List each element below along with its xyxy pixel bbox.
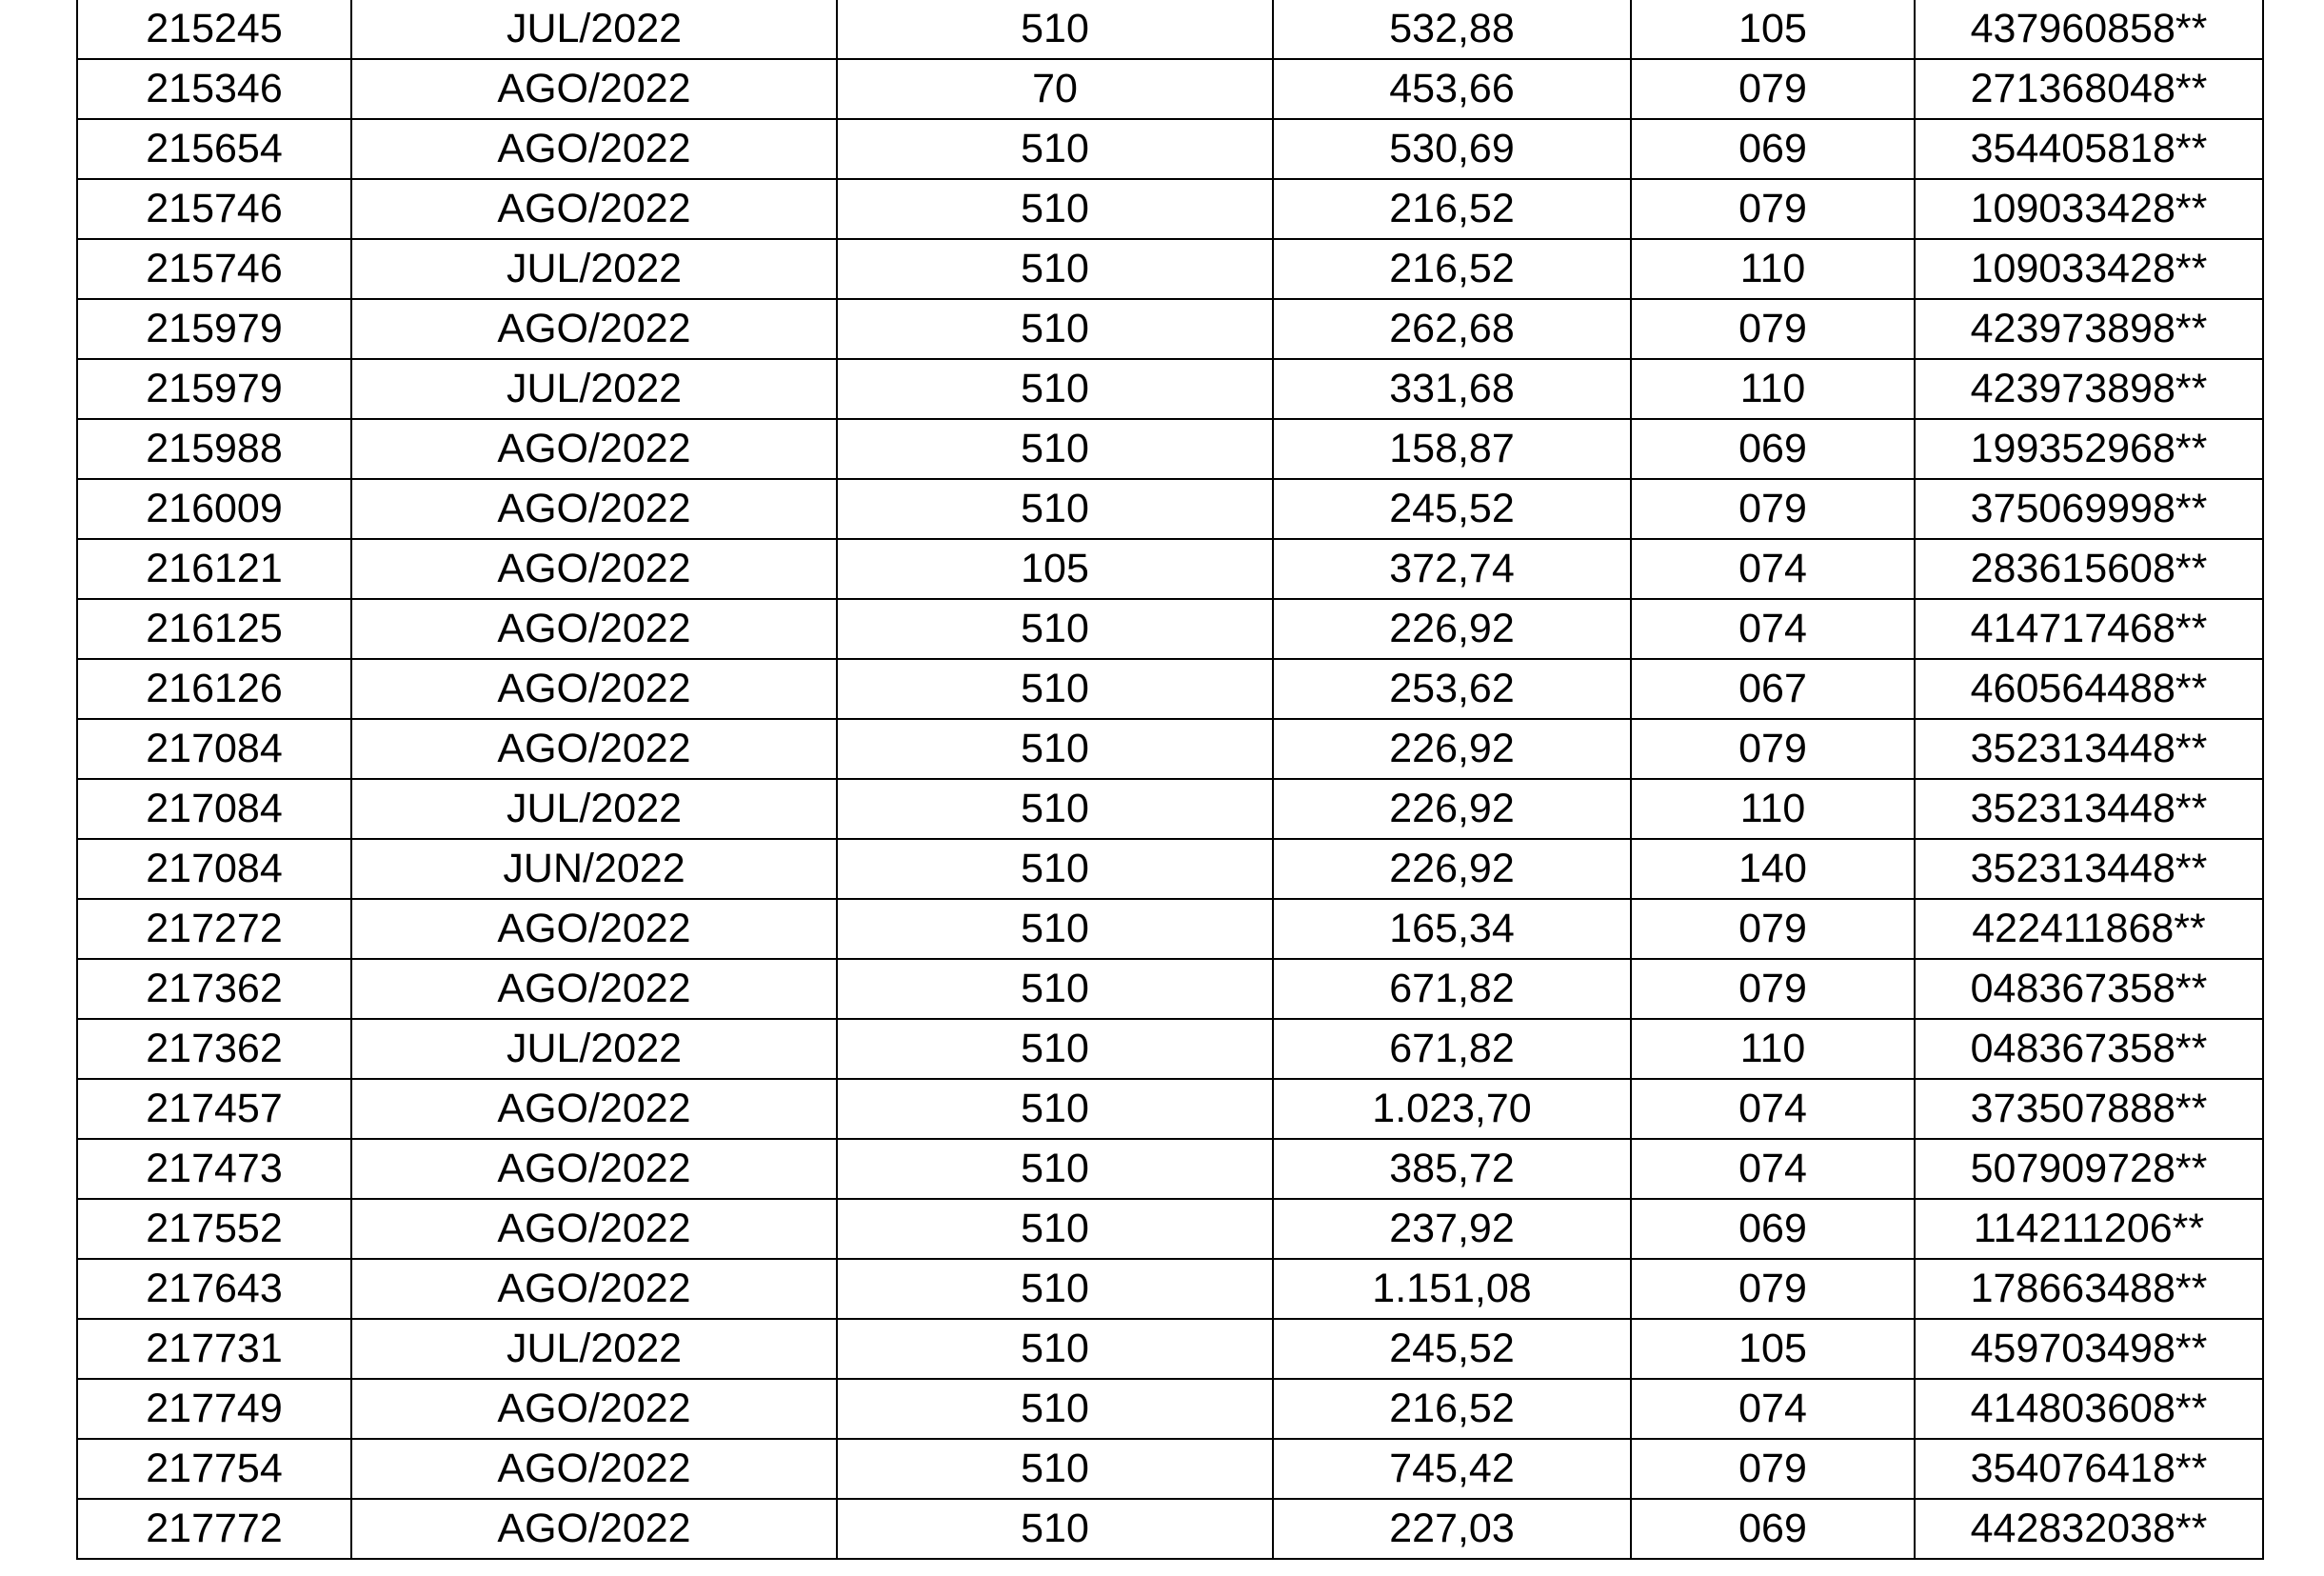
ref-cell: 079 [1631, 719, 1915, 779]
table-row [77, 479, 2263, 539]
period-cell: AGO/2022 [351, 299, 837, 359]
document-cell: 109033428** [1915, 179, 2263, 239]
code-cell: 510 [837, 1019, 1273, 1079]
document-cell: 460564488** [1915, 659, 2263, 719]
period-cell: AGO/2022 [351, 659, 837, 719]
code-cell: 510 [837, 599, 1273, 659]
period-cell: AGO/2022 [351, 419, 837, 479]
document-cell: 352313448** [1915, 839, 2263, 899]
code-cell: 510 [837, 1259, 1273, 1319]
period-cell: AGO/2022 [351, 1259, 837, 1319]
id-cell: 216121 [77, 539, 351, 599]
code-cell: 510 [837, 659, 1273, 719]
id-cell: 217457 [77, 1079, 351, 1139]
code-cell: 105 [837, 539, 1273, 599]
ref-cell: 079 [1631, 959, 1915, 1019]
document-cell: 354076418** [1915, 1439, 2263, 1499]
id-cell: 215654 [77, 119, 351, 179]
period-cell: AGO/2022 [351, 119, 837, 179]
ref-cell: 079 [1631, 1259, 1915, 1319]
table-row [77, 1439, 2263, 1499]
id-cell: 217084 [77, 779, 351, 839]
document-cell: 423973898** [1915, 359, 2263, 419]
ref-cell: 079 [1631, 479, 1915, 539]
code-cell: 510 [837, 479, 1273, 539]
amount-cell: 216,52 [1273, 179, 1631, 239]
amount-cell: 253,62 [1273, 659, 1631, 719]
table-row [77, 1499, 2263, 1559]
code-cell: 510 [837, 779, 1273, 839]
id-cell: 216125 [77, 599, 351, 659]
document-cell: 178663488** [1915, 1259, 2263, 1319]
table-row [77, 1139, 2263, 1199]
period-cell: JUL/2022 [351, 1019, 837, 1079]
id-cell: 217731 [77, 1319, 351, 1379]
table-row [77, 719, 2263, 779]
code-cell: 510 [837, 179, 1273, 239]
amount-cell: 532,88 [1273, 0, 1631, 59]
table-row [77, 119, 2263, 179]
table-row [77, 599, 2263, 659]
table-row [77, 419, 2263, 479]
period-cell: AGO/2022 [351, 179, 837, 239]
code-cell: 510 [837, 1199, 1273, 1259]
period-cell: AGO/2022 [351, 479, 837, 539]
code-cell: 510 [837, 899, 1273, 959]
amount-cell: 331,68 [1273, 359, 1631, 419]
period-cell: AGO/2022 [351, 959, 837, 1019]
document-cell: 109033428** [1915, 239, 2263, 299]
table-row [77, 359, 2263, 419]
code-cell: 510 [837, 1499, 1273, 1559]
document-cell: 352313448** [1915, 719, 2263, 779]
amount-cell: 237,92 [1273, 1199, 1631, 1259]
code-cell: 510 [837, 299, 1273, 359]
id-cell: 215746 [77, 239, 351, 299]
document-cell: 414717468** [1915, 599, 2263, 659]
document-cell: 375069998** [1915, 479, 2263, 539]
id-cell: 216009 [77, 479, 351, 539]
id-cell: 215346 [77, 59, 351, 119]
period-cell: AGO/2022 [351, 1379, 837, 1439]
amount-cell: 262,68 [1273, 299, 1631, 359]
code-cell: 510 [837, 0, 1273, 59]
document-cell: 114211206** [1915, 1199, 2263, 1259]
id-cell: 215979 [77, 299, 351, 359]
ref-cell: 110 [1631, 1019, 1915, 1079]
document-cell: 373507888** [1915, 1079, 2263, 1139]
ref-cell: 074 [1631, 1139, 1915, 1199]
ref-cell: 079 [1631, 1439, 1915, 1499]
ref-cell: 110 [1631, 779, 1915, 839]
code-cell: 510 [837, 359, 1273, 419]
period-cell: AGO/2022 [351, 599, 837, 659]
code-cell: 510 [837, 1139, 1273, 1199]
amount-cell: 1.023,70 [1273, 1079, 1631, 1139]
amount-cell: 216,52 [1273, 239, 1631, 299]
table-row [77, 1079, 2263, 1139]
ref-cell: 069 [1631, 119, 1915, 179]
id-cell: 215746 [77, 179, 351, 239]
document-cell: 437960858** [1915, 0, 2263, 59]
code-cell: 510 [837, 239, 1273, 299]
amount-cell: 226,92 [1273, 719, 1631, 779]
id-cell: 217084 [77, 839, 351, 899]
code-cell: 510 [837, 1379, 1273, 1439]
table-row [77, 1259, 2263, 1319]
ref-cell: 069 [1631, 1499, 1915, 1559]
table-row [77, 899, 2263, 959]
amount-cell: 165,34 [1273, 899, 1631, 959]
ref-cell: 140 [1631, 839, 1915, 899]
id-cell: 217749 [77, 1379, 351, 1439]
id-cell: 215979 [77, 359, 351, 419]
code-cell: 510 [837, 719, 1273, 779]
ref-cell: 079 [1631, 899, 1915, 959]
period-cell: AGO/2022 [351, 1199, 837, 1259]
table-row [77, 0, 2263, 59]
id-cell: 217473 [77, 1139, 351, 1199]
table-row [77, 1319, 2263, 1379]
period-cell: JUL/2022 [351, 359, 837, 419]
document-cell: 507909728** [1915, 1139, 2263, 1199]
period-cell: AGO/2022 [351, 1439, 837, 1499]
id-cell: 217084 [77, 719, 351, 779]
ref-cell: 069 [1631, 419, 1915, 479]
amount-cell: 158,87 [1273, 419, 1631, 479]
ref-cell: 079 [1631, 179, 1915, 239]
period-cell: JUL/2022 [351, 1319, 837, 1379]
amount-cell: 671,82 [1273, 959, 1631, 1019]
table-row [77, 1199, 2263, 1259]
ref-cell: 067 [1631, 659, 1915, 719]
ref-cell: 074 [1631, 1379, 1915, 1439]
table-row [77, 839, 2263, 899]
period-cell: JUN/2022 [351, 839, 837, 899]
table-row [77, 299, 2263, 359]
id-cell: 217643 [77, 1259, 351, 1319]
amount-cell: 226,92 [1273, 779, 1631, 839]
amount-cell: 372,74 [1273, 539, 1631, 599]
code-cell: 70 [837, 59, 1273, 119]
amount-cell: 745,42 [1273, 1439, 1631, 1499]
table-row [77, 239, 2263, 299]
period-cell: AGO/2022 [351, 1139, 837, 1199]
amount-cell: 1.151,08 [1273, 1259, 1631, 1319]
code-cell: 510 [837, 419, 1273, 479]
period-cell: AGO/2022 [351, 1079, 837, 1139]
document-cell: 352313448** [1915, 779, 2263, 839]
ref-cell: 069 [1631, 1199, 1915, 1259]
id-cell: 217552 [77, 1199, 351, 1259]
id-cell: 216126 [77, 659, 351, 719]
document-cell: 459703498** [1915, 1319, 2263, 1379]
id-cell: 217754 [77, 1439, 351, 1499]
code-cell: 510 [837, 119, 1273, 179]
ref-cell: 074 [1631, 1079, 1915, 1139]
document-cell: 414803608** [1915, 1379, 2263, 1439]
table-row [77, 659, 2263, 719]
amount-cell: 245,52 [1273, 479, 1631, 539]
code-cell: 510 [837, 1319, 1273, 1379]
period-cell: JUL/2022 [351, 779, 837, 839]
amount-cell: 226,92 [1273, 839, 1631, 899]
table-row [77, 59, 2263, 119]
period-cell: AGO/2022 [351, 59, 837, 119]
document-cell: 048367358** [1915, 1019, 2263, 1079]
id-cell: 217362 [77, 1019, 351, 1079]
data-table [76, 0, 2264, 1560]
period-cell: AGO/2022 [351, 719, 837, 779]
ref-cell: 105 [1631, 0, 1915, 59]
ref-cell: 074 [1631, 539, 1915, 599]
document-cell: 283615608** [1915, 539, 2263, 599]
period-cell: AGO/2022 [351, 539, 837, 599]
document-cell: 423973898** [1915, 299, 2263, 359]
document-cell: 422411868** [1915, 899, 2263, 959]
amount-cell: 530,69 [1273, 119, 1631, 179]
period-cell: AGO/2022 [351, 1499, 837, 1559]
table-row [77, 959, 2263, 1019]
table-row [77, 779, 2263, 839]
amount-cell: 245,52 [1273, 1319, 1631, 1379]
id-cell: 217362 [77, 959, 351, 1019]
period-cell: JUL/2022 [351, 239, 837, 299]
ref-cell: 110 [1631, 359, 1915, 419]
amount-cell: 227,03 [1273, 1499, 1631, 1559]
id-cell: 215245 [77, 0, 351, 59]
document-cell: 048367358** [1915, 959, 2263, 1019]
code-cell: 510 [837, 1439, 1273, 1499]
id-cell: 217772 [77, 1499, 351, 1559]
table-row [77, 179, 2263, 239]
id-cell: 217272 [77, 899, 351, 959]
code-cell: 510 [837, 839, 1273, 899]
ref-cell: 079 [1631, 299, 1915, 359]
ref-cell: 074 [1631, 599, 1915, 659]
document-cell: 271368048** [1915, 59, 2263, 119]
amount-cell: 226,92 [1273, 599, 1631, 659]
amount-cell: 385,72 [1273, 1139, 1631, 1199]
amount-cell: 671,82 [1273, 1019, 1631, 1079]
period-cell: AGO/2022 [351, 899, 837, 959]
ref-cell: 110 [1631, 239, 1915, 299]
ref-cell: 105 [1631, 1319, 1915, 1379]
amount-cell: 216,52 [1273, 1379, 1631, 1439]
document-cell: 442832038** [1915, 1499, 2263, 1559]
document-cell: 199352968** [1915, 419, 2263, 479]
code-cell: 510 [837, 959, 1273, 1019]
ref-cell: 079 [1631, 59, 1915, 119]
document-cell: 354405818** [1915, 119, 2263, 179]
id-cell: 215988 [77, 419, 351, 479]
period-cell: JUL/2022 [351, 0, 837, 59]
table-row [77, 1019, 2263, 1079]
code-cell: 510 [837, 1079, 1273, 1139]
table-body [77, 0, 2263, 1559]
table-row [77, 1379, 2263, 1439]
table-row [77, 539, 2263, 599]
amount-cell: 453,66 [1273, 59, 1631, 119]
